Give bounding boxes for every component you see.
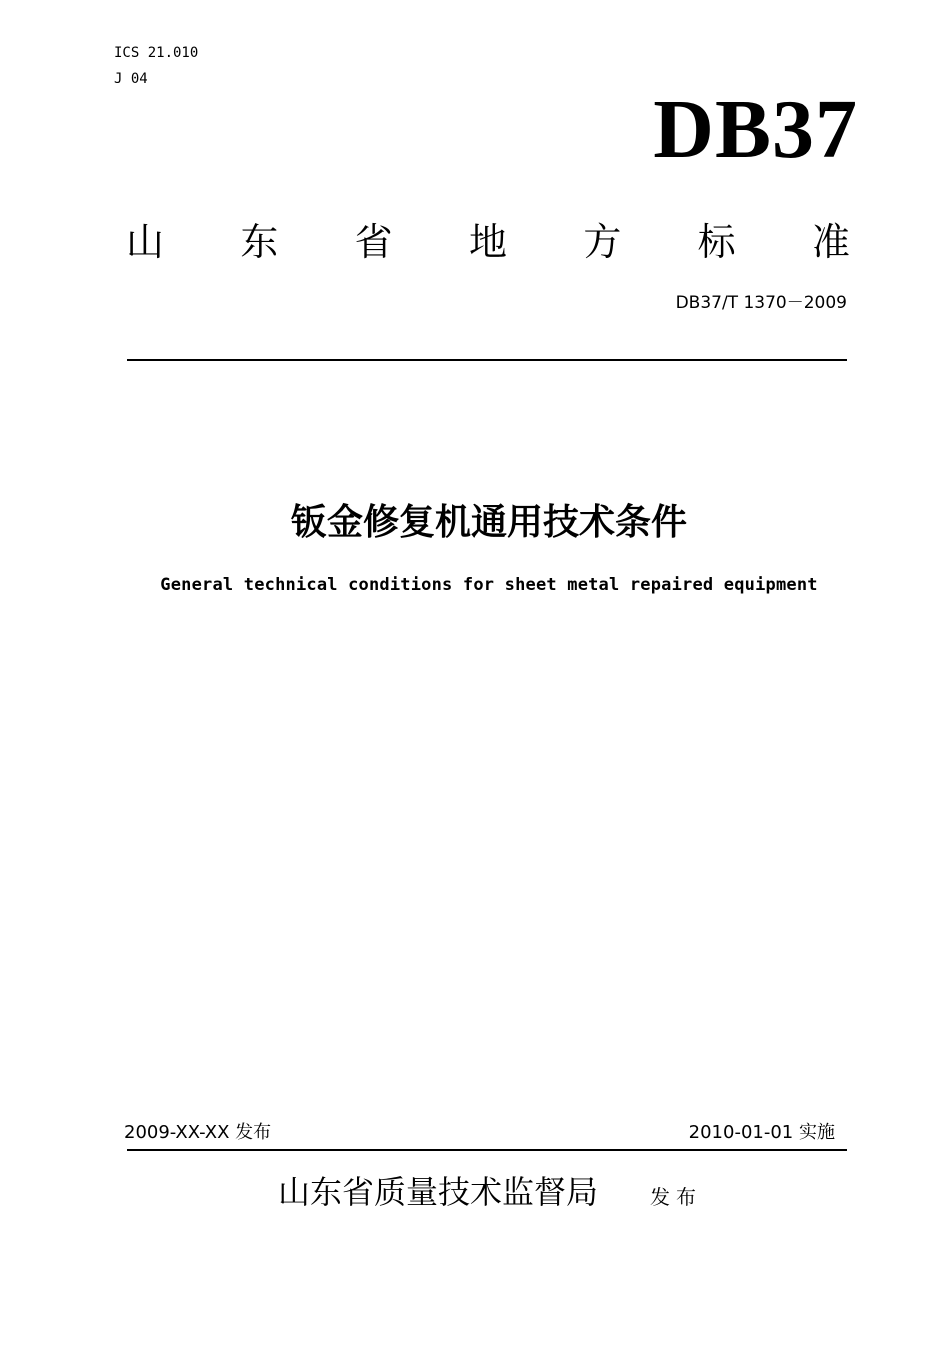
ics-code: ICS 21.010 [114,45,199,61]
issue-date: 2009-XX-XX 发布 [124,1122,272,1143]
document-title-english: General technical conditions for sheet metal repaired equipment [160,575,818,595]
top-divider [127,359,847,361]
standard-type-char: 方 [583,220,622,264]
implementation-date: 2010-01-01 实施 [688,1122,835,1143]
issuing-authority: 山东省质量技术监督局 [278,1173,599,1211]
standard-type-heading [126,218,850,266]
bottom-divider [127,1149,847,1151]
document-title-chinese: 钣金修复机通用技术条件 [290,502,687,543]
standard-type-char: 标 [697,220,736,264]
standard-type-char: 准 [811,220,850,264]
issuing-authority-suffix: 发布 [650,1185,702,1209]
standard-number: DB37/T 1370－2009 [675,293,847,313]
standard-type-char: 山 [126,220,165,264]
standard-type-char: 省 [354,220,393,264]
ccs-code: J 04 [114,71,148,87]
standard-code-heading: DB37 [653,83,858,176]
standard-type-char: 东 [240,220,279,264]
standard-type-char: 地 [468,220,507,264]
